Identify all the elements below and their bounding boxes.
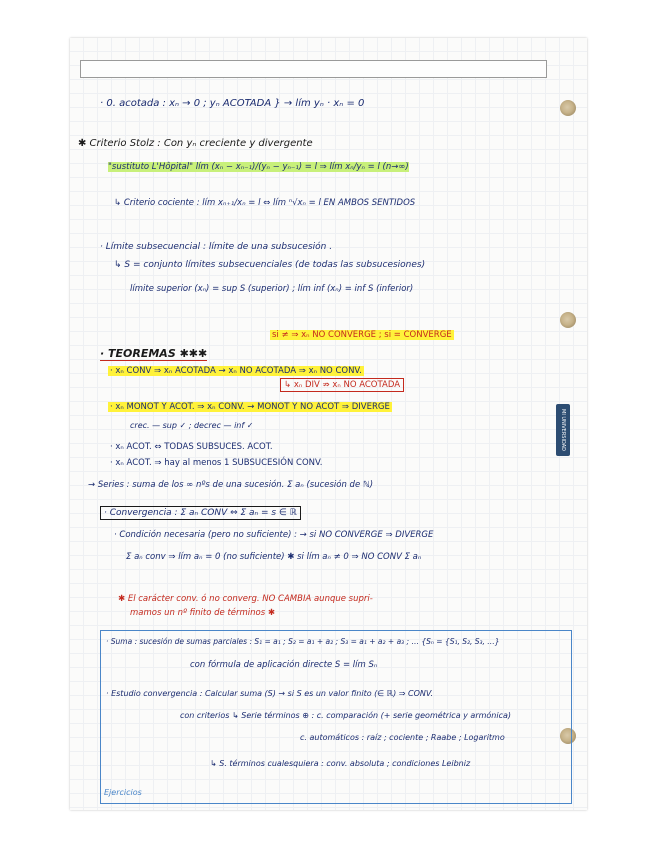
- ejercicios-label: Ejercicios: [104, 788, 142, 797]
- note-line: límite superior (xₙ) = sup S (superior) ; lím inf (xₙ) = inf S (inferior): [130, 284, 414, 294]
- note-line: → Series : suma de los ∞ nºs de una sucesión. Σ aₙ (sucesión de ℕ): [88, 480, 374, 490]
- note-line: con criterios ↳ Serie términos ⊕ : c. comparación (+ serie geométrica y armónica): [180, 711, 512, 720]
- note-line: ↳ Criterio cociente : lím xₙ₊₁/xₙ = l ⇔ lím ⁿ√xₙ = l EN AMBOS SENTIDOS: [114, 198, 416, 208]
- note-line: Σ aₙ conv ⇒ lím aₙ = 0 (no suficiente) ✱ si lím aₙ ≠ 0 ⇒ NO CONV Σ aₙ: [126, 552, 422, 562]
- binder-hole: [560, 312, 576, 328]
- note-line: ✱ Criterio Stolz : Con yₙ creciente y divergente: [78, 138, 313, 149]
- note-line: "sustituto L'Hôpital" lím (xₙ − xₙ₋₁)/(yₙ − yₙ₋₁) = l ⇒ lím xₙ/yₙ = l (n→∞): [108, 162, 409, 172]
- section-title: · TEOREMAS ✱✱✱: [100, 347, 208, 360]
- note-line: · Convergencia : Σ aₙ CONV ⇔ Σ aₙ = s ∈ ℝ: [100, 508, 301, 519]
- note-line: · 0. acotada : xₙ → 0 ; yₙ ACOTADA } → lím yₙ · xₙ = 0: [100, 98, 365, 109]
- note-line: si ≠ ⇒ xₙ NO CONVERGE ; si = CONVERGE: [272, 330, 452, 340]
- note-line: ↳ S = conjunto límites subsecuenciales (de todas las subsucesiones): [114, 260, 426, 270]
- note-line: · Condición necesaria (pero no suficiente) : → si NO CONVERGE ⇒ DIVERGE: [114, 530, 434, 540]
- note-line: ↳ xₙ DIV ⇏ xₙ NO ACOTADA: [280, 380, 404, 391]
- note-line: · Suma : sucesión de sumas parciales : S₁ = a₁ ; S₂ = a₁ + a₂ ; S₃ = a₁ + a₂ + a₃ ; … {Sₙ = {S₁, S₂, S₃, …}: [106, 637, 500, 646]
- note-line: · xₙ CONV ⇒ xₙ ACOTADA → xₙ NO ACOTADA ⇒ xₙ NO CONV.: [110, 366, 362, 376]
- notebook-page: [70, 38, 587, 810]
- note-line: · xₙ ACOT. ⇔ TODAS SUBSUCES. ACOT.: [110, 442, 273, 452]
- note-line: · xₙ MONOT Y ACOT. ⇒ xₙ CONV. → MONOT Y NO ACOT ⇒ DIVERGE: [110, 402, 390, 412]
- note-line: crec. — sup ✓ ; decrec — inf ✓: [130, 421, 254, 430]
- header-box: [80, 60, 547, 78]
- note-line: · Estudio convergencia : Calcular suma (S) → si S es un valor finito (∈ ℝ) ⇒ CONV.: [106, 689, 433, 698]
- note-line: ✱ El carácter conv. ó no converg. NO CAMBIA aunque supri-: [118, 594, 373, 604]
- note-line: c. automáticos : raíz ; cociente ; Raabe ; Logaritmo: [300, 733, 505, 742]
- note-line: mamos un nº finito de términos ✱: [130, 608, 276, 618]
- note-line: · xₙ ACOT. ⇒ hay al menos 1 SUBSUCESIÓN CONV.: [110, 458, 323, 468]
- binder-hole: [560, 100, 576, 116]
- note-line: · Límite subsecuencial : límite de una subsucesión .: [100, 242, 333, 252]
- note-line: ↳ S. términos cualesquiera : conv. absoluta ; condiciones Leibniz: [210, 759, 471, 768]
- university-tab: MI UNIVERSIDAD: [556, 404, 570, 456]
- note-line: con fórmula de aplicación directe S = lím Sₙ: [190, 660, 378, 670]
